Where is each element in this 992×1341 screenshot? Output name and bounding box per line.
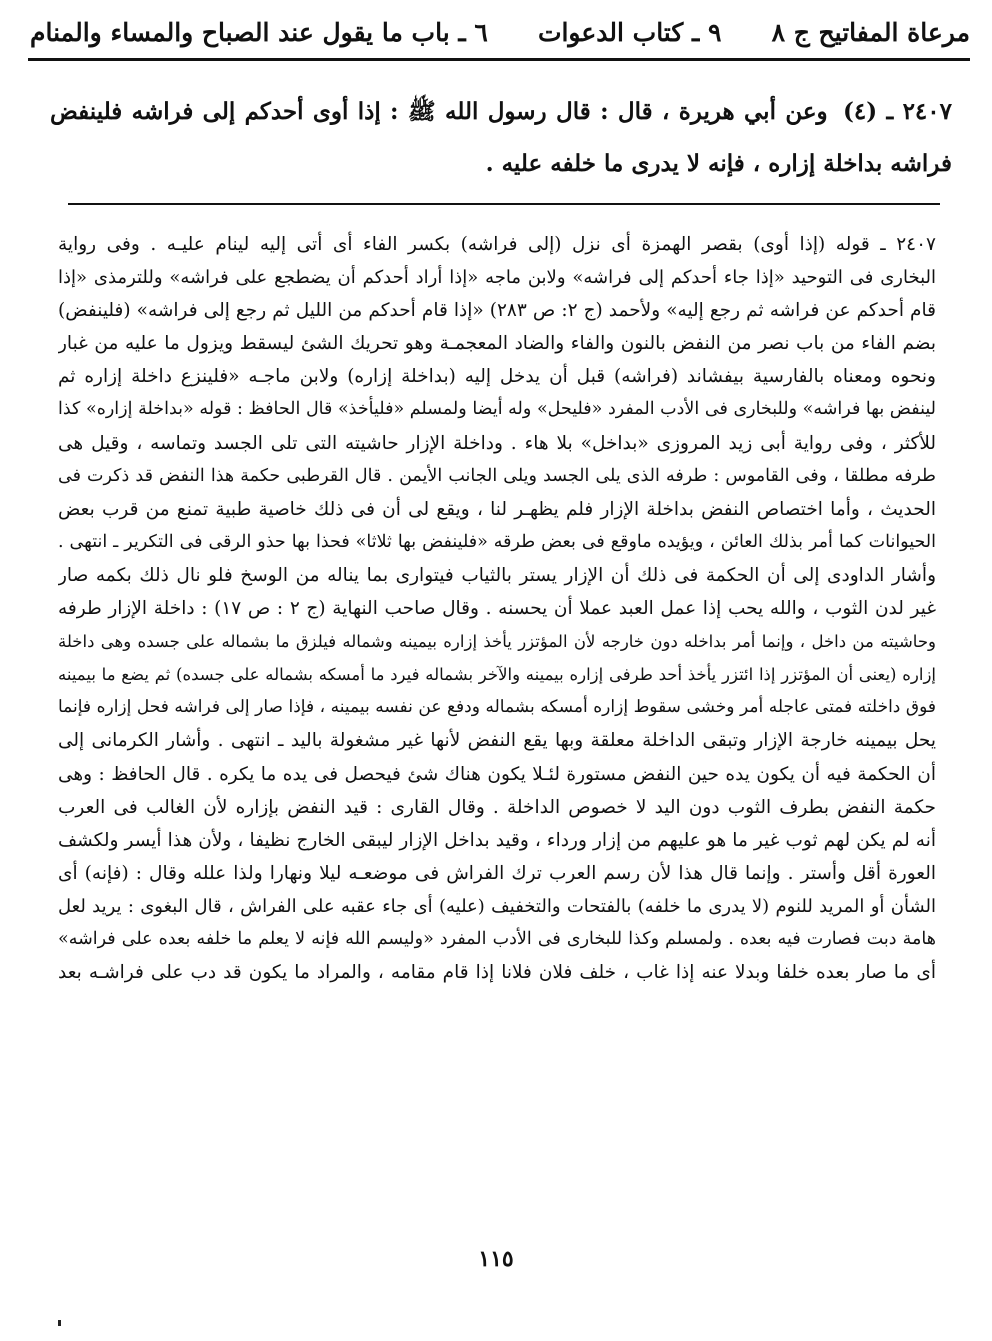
commentary-line: أى ما صار بعده خلفا وبدلا عنه إذا غاب ، خلف فلان فلانا إذا قام مقامه ، والمراد ما يكون قد دب على فراشـه بعد — [58, 962, 936, 984]
commentary-line: بضم الفاء من باب نصر من النفض بالنون والفاء والضاد المعجمـة وهو تحريك الشئ ليسقط ويزول ما عليه من غبار — [58, 333, 936, 355]
commentary-line: للأكثر ، وفى رواية أبى زيد المروزى «بداخل» بلا هاء . وداخلة الإزار حاشيته التى تلى الجسد وتماسه ، وقيل هى — [58, 432, 936, 454]
page-number: ١١٥ — [478, 1246, 514, 1272]
hadith-body: وعن أبي هريرة ، قال : قال رسول الله ﷺ : إذا أوى أحدكم إلى فراشه فلينفض فراشه بداخلة إزاره ، فإنه لا يدرى ما خلفه عليه . — [50, 98, 952, 177]
header-book-title: مرعاة المفاتيح ج ٨ — [771, 17, 970, 47]
commentary-line: فوق داخلته فمتى عاجله أمر وخشى سقوط إزاره أمسكه بشماله ودفع عن نفسه بيمينه ، فإذا صار إلى فراشه فحل إزاره فإنما — [58, 697, 936, 718]
commentary-line: أن الحكمة فيه أن يكون يده حين النفض مستورة لئـلا يكون هناك شئ فيحصل فى يده ما يكره . قال الحافظ : وهى — [58, 763, 936, 785]
commentary-line: العورة أقل وأستر . وإنما قال هذا لأن رسم العرب ترك الفراش فى موضعـه ليلا ونهارا ولذا علله وقال : (فإنه) أى — [58, 862, 936, 884]
commentary-line: إزاره (يعنى أن المؤتزر إذا ائتزر يأخذ أحد طرفى إزاره بيمينه والآخر بشماله فيرد ما أمسكه بشماله على جسده) ثم يضع ما بيمينه — [58, 665, 936, 685]
running-header — [30, 12, 970, 52]
commentary-line: وحاشيته من داخل ، وإنما أمر بداخله دون خارجه لأن المؤتزر يأخذ إزاره بيمينه وشماله فيلزق ما بشماله على جسده وهى داخلة — [58, 632, 936, 652]
commentary-line: أنه لم يكن لهم ثوب غير ما هو عليهم من إزار ورداء ، وقيد بداخل الإزار ليبقى الخارج نظيفا ، ولأن هذا أيسر ولكشف — [58, 829, 936, 851]
commentary-line: يحل بيمينه خارجة الإزار وتبقى الداخلة معلقة وبها يقع النفض لأنها غير مشغولة باليد ـ انتهى . وأشار الكرمانى إلى — [58, 730, 936, 752]
scan-mark — [58, 1320, 61, 1326]
commentary-line: لينفض بها فراشه» وللبخارى فى الأدب المفرد «فليحل» وله أيضا ولمسلم «فليأخذ» قال الحافظ : قوله «بداخلة إزاره» كذا — [58, 399, 936, 420]
commentary-line: الحديث ، وأما اختصاص النفض بداخلة الإزار فلم يظهـر لنا ، ويقع لى أن فى ذلك خاصية طبية تمنع من قرب بعض — [58, 498, 936, 520]
header-chapter: ٩ ـ كتاب الدعوات — [537, 17, 722, 47]
section-divider — [68, 203, 940, 205]
hadith-number: ٢٤٠٧ ـ (٤) — [843, 98, 952, 125]
commentary — [58, 228, 936, 1223]
commentary-line: غير لدن الثوب ، والله يحب إذا عمل العبد عملا أن يحسنه . وقال صاحب النهاية (ج ٢ : ص ١٧) : داخلة الإزار طرفه — [58, 598, 936, 620]
header-rule — [28, 58, 970, 61]
commentary-line: قام أحدكم عن فراشه ثم رجع إليه» ولأحمد (ج ٢: ص ٢٨٣) «إذا قام أحدكم من الليل ثم رجع إلى فراشه» (فلينفض) — [58, 300, 936, 322]
hadith-text — [50, 86, 952, 190]
commentary-line: ٢٤٠٧ ـ قوله (إذا أوى) بقصر الهمزة أى نزل (إلى فراشه) بكسر الفاء أى أتى إليه لينام عليـه . وفى رواية — [58, 234, 936, 255]
commentary-line: الحيوانات كما أمر بذلك العائن ، ويؤيده ماوقع فى بعض طرقه «فلينفض بها ثلاثا» فحذا بها حذو الرقى فى التكرير ـ انتهى . — [58, 531, 936, 552]
commentary-line: طرفه مطلقا ، وفى القاموس : طرفه الذى يلى الجسد ويلى الجانب الأيمن . قال القرطبى حكمة هذا النفض قد ذكرت فى — [58, 465, 936, 486]
commentary-line: وأشار الداودى إلى أن الحكمة فى ذلك أن الإزار يستر بالثياب فيتوارى بما يناله من الوسخ فلو نال ذلك بكمه صار — [58, 564, 936, 586]
commentary-line: حكمة النفض بطرف الثوب دون اليد لا خصوص الداخلة . وقال القارى : قيد النفض بإزاره لأن الغالب فى العرب — [58, 796, 936, 818]
commentary-line: ونحوه ومعناه بالفارسية بيفشاند (فراشه) قبل أن يدخل إليه (بداخلة إزاره) ولابن ماجـه «فلينزع داخلة إزاره ثم — [58, 366, 936, 388]
commentary-line: البخارى فى التوحيد «إذا جاء أحدكم إلى فراشه» ولابن ماجه «إذا أراد أحدكم أن يضطجع على فراشه» وللترمذى «إذا — [58, 267, 936, 289]
commentary-line: الشأن أو المريد للنوم (لا يدرى ما خلفه) بالفتحات والتخفيف (عليه) أى جاء عقبه على الفراش ، قال البغوى : يريد لعل — [58, 895, 936, 917]
commentary-line: هامة دبت فصارت فيه بعده . ولمسلم وكذا للبخارى فى الأدب المفرد «وليسم الله فإنه لا يعلم ما خلفه بعده على فراشه» — [58, 928, 936, 949]
header-section: ٦ ـ باب ما يقول عند الصباح والمساء والمنام — [30, 17, 488, 47]
